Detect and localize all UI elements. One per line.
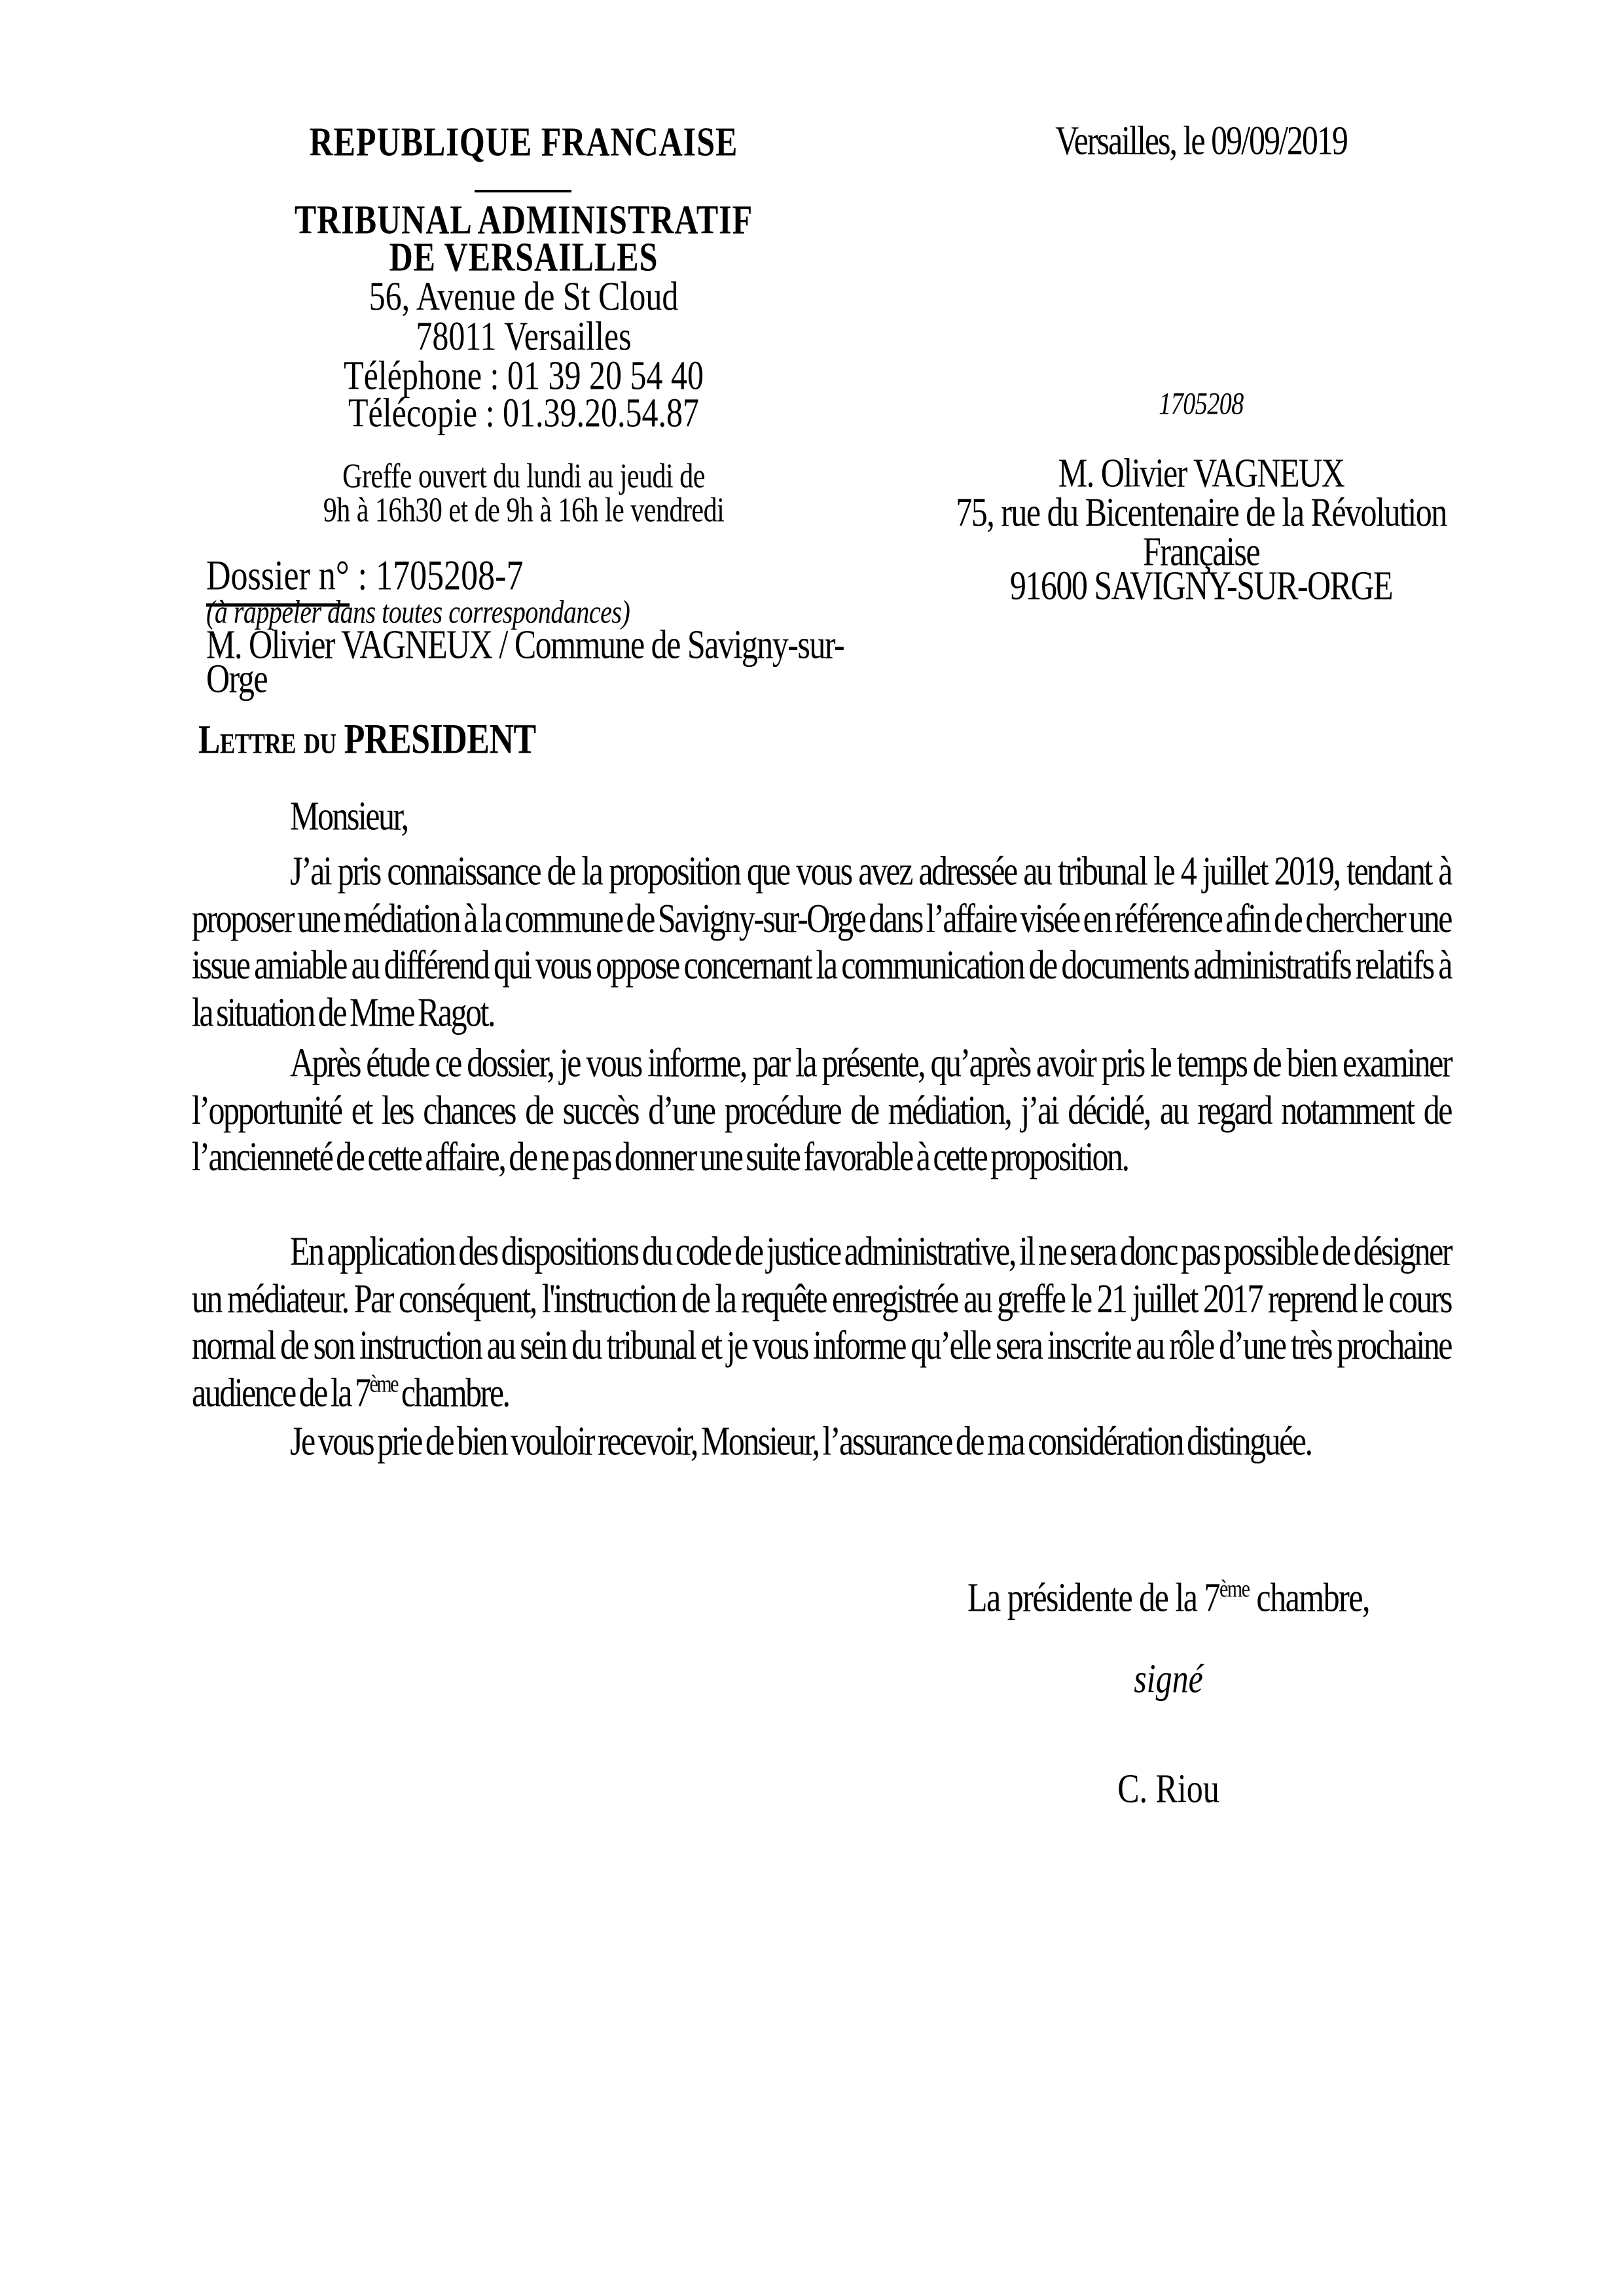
recipient-city: 91600 SAVIGNY-SUR-ORGE bbox=[1009, 562, 1393, 609]
recipient-name: M. Olivier VAGNEUX bbox=[1058, 450, 1344, 496]
sender-greffe-hours-line2: 9h à 16h30 et de 9h à 16h le vendredi bbox=[323, 492, 725, 529]
doc-type-heading bbox=[198, 715, 536, 764]
sender-tribunal-line2: DE VERSAILLES bbox=[389, 234, 659, 280]
closing-title-end: chambre, bbox=[1249, 1574, 1370, 1621]
dateline: Versailles, le 09/09/2019 bbox=[1055, 117, 1347, 164]
dossier-number: 1705208-7 bbox=[376, 552, 524, 600]
sender-greffe-hours-line1: Greffe ouvert du lundi au jeudi de bbox=[342, 457, 705, 495]
dossier-separator: : bbox=[349, 552, 376, 600]
dossier-parties-line2: Orge bbox=[206, 655, 268, 702]
recipient-street-line1: 75, rue du Bicentenaire de la Révolution bbox=[956, 489, 1447, 535]
dossier-parties-line1: M. Olivier VAGNEUX / Commune de Savigny-sur- bbox=[206, 621, 844, 668]
signature-name: C. Riou bbox=[1117, 1765, 1219, 1812]
ordinal-suffix-closing: ème bbox=[1219, 1575, 1250, 1603]
ordinal-suffix-p3: ème bbox=[369, 1370, 397, 1397]
sender-address-line1: 56, Avenue de St Cloud bbox=[369, 273, 679, 319]
closing-title-text: La présidente de la 7 bbox=[967, 1574, 1219, 1621]
recipient-street-line2: Française bbox=[1142, 528, 1260, 575]
doc-type-main: PRESIDENT bbox=[344, 716, 536, 763]
paragraph-3-text: En application des dispositions du code de justice administrative, il ne sera donc pas possible de désigner un médiateur. Par conséquent, l'instruction de la requête enregistrée au greffe le 21 juillet 2017 reprend le cours normal de son instruction au sein du tribunal et je vous informe qu’elle sera inscrite au rôle d’une très prochaine audience de la 7 bbox=[192, 1228, 1451, 1415]
case-reference: 1705208 bbox=[1159, 387, 1244, 422]
dossier-note: (à rappeler dans toutes correspondances) bbox=[206, 593, 630, 630]
dossier-label: Dossier n° bbox=[206, 552, 350, 607]
sender-phone: Téléphone : 01 39 20 54 40 bbox=[344, 352, 704, 399]
closing-title-line bbox=[910, 1573, 1427, 1621]
salutation: Monsieur, bbox=[290, 793, 408, 838]
paragraph-3 bbox=[192, 1228, 1451, 1416]
header-divider-rule bbox=[475, 190, 571, 192]
paragraph-3-end: chambre. bbox=[397, 1369, 509, 1415]
doc-type-prefix: Lettre du bbox=[198, 716, 336, 762]
paragraph-1: J’ai pris connaissance de la proposition que vous avez adressée au tribunal le 4 juillet 2019, tendant à proposer une médiation à la commune de Savigny-sur-Orge dans l’affaire visée en référence afin de chercher une issue amiable au différend qui vous oppose concernant la communication de documents administratifs relatifs à la situation de Mme Ragot. bbox=[192, 848, 1451, 1035]
paragraph-2: Après étude ce dossier, je vous informe, par la présente, qu’après avoir pris le temps de bien examiner l’opportunité et les chances de succès d’une procédure de médiation, j’ai décidé, au regard notamment de l’ancienneté de cette affaire, de ne pas donner une suite favorable à cette proposition. bbox=[192, 1039, 1451, 1179]
paragraph-4: Je vous prie de bien vouloir recevoir, Monsieur, l’assurance de ma considération distinguée. bbox=[290, 1418, 1312, 1463]
signed-marker: signé bbox=[1134, 1655, 1203, 1702]
sender-tribunal-line1: TRIBUNAL ADMINISTRATIF bbox=[294, 196, 753, 243]
sender-republic: REPUBLIQUE FRANCAISE bbox=[309, 118, 738, 165]
sender-fax: Télécopie : 01.39.20.54.87 bbox=[348, 389, 699, 436]
sender-address-line2: 78011 Versailles bbox=[416, 313, 632, 359]
